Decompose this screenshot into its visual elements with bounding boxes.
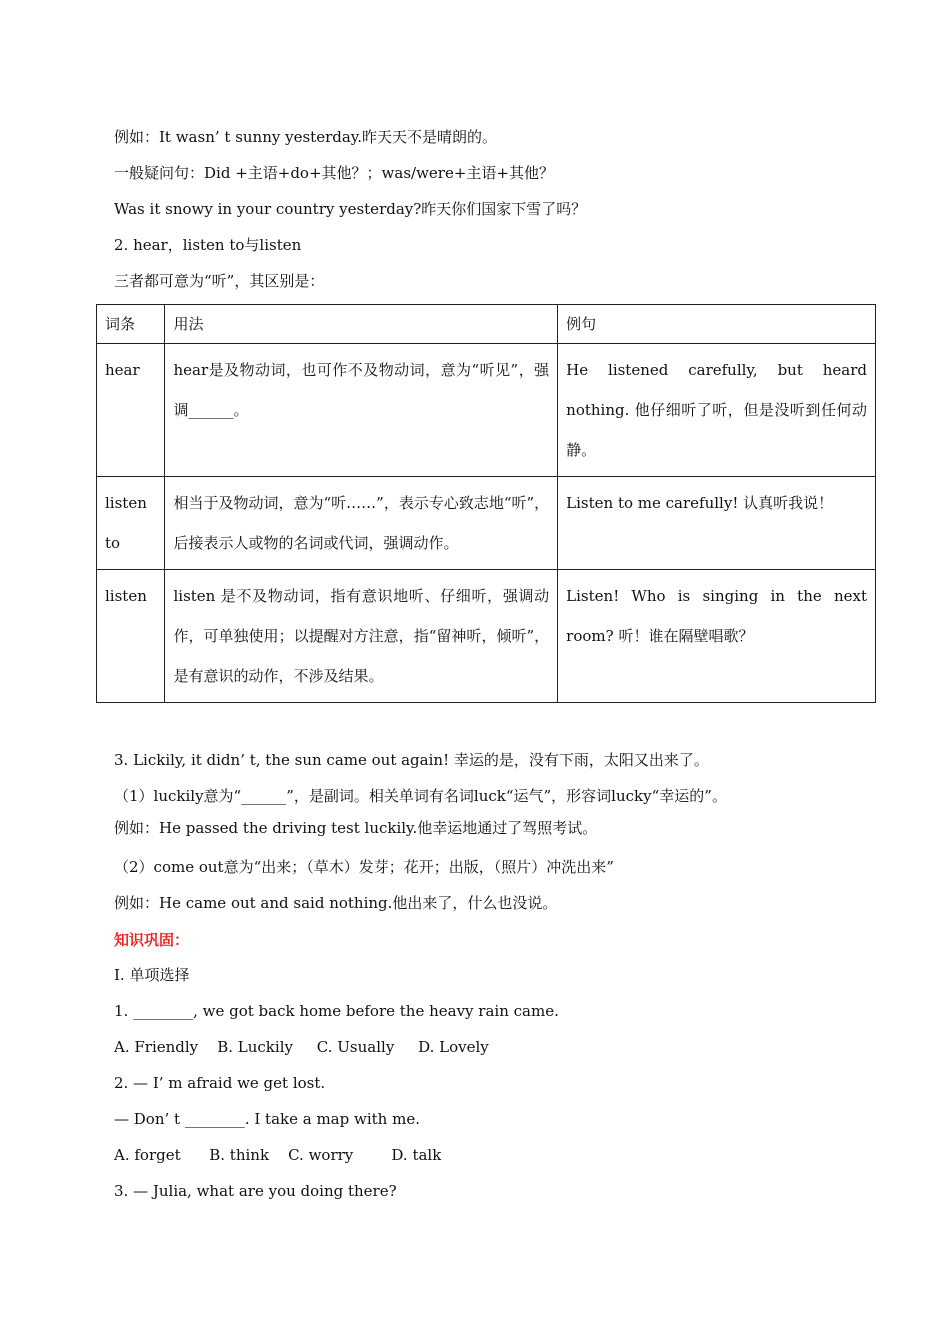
term-cell: listen to (97, 477, 165, 570)
knowledge-heading: 知识巩固： (114, 931, 190, 949)
example-cell: Listen! Who is singing in the next room? 听！谁在隔壁唱歌？ (558, 570, 876, 703)
example-line-2: Was it snowy in your country yesterday?昨天你们国家下雪了吗？ (114, 200, 587, 218)
example-cell: He listened carefully, but heard nothing. 他仔细听了听，但是没听到任何动静。 (558, 344, 876, 477)
question-2: 2. — I’ m afraid we get lost. (114, 1074, 326, 1092)
come-out-note: （2）come out意为“出来；（草木）发芽；花开；出版，（照片）冲洗出来” (114, 858, 614, 876)
header-usage: 用法 (165, 305, 558, 344)
point-3-line: 3. Lickily, it didn’ t, the sun came out again! 幸运的是，没有下雨，太阳又出来了。 (114, 751, 709, 769)
question-1-options: A. Friendly B. Luckily C. Usually D. Lovely (114, 1038, 489, 1056)
intro-line: 三者都可意为“听”，其区别是： (114, 272, 325, 290)
question-2-reply: — Don’ t ________. I take a map with me. (114, 1110, 420, 1128)
question-2-options: A. forget B. think C. worry D. talk (114, 1146, 442, 1164)
table-row (97, 570, 876, 703)
question-1: 1. ________, we got back home before the heavy rain came. (114, 1002, 559, 1020)
section-heading-hear-listen: 2. hear，listen to与listen (114, 236, 302, 254)
table-row (97, 477, 876, 570)
come-out-example: 例如：He came out and said nothing.他出来了，什么也没说。 (114, 894, 558, 912)
comparison-table (96, 304, 876, 703)
luckily-example: 例如：He passed the driving test luckily.他幸运地通过了驾照考试。 (114, 819, 598, 837)
question-form-line: 一般疑问句：Did +主语+do+其他？；was/were+主语+其他？ (114, 164, 554, 182)
term-cell: listen (97, 570, 165, 703)
luckily-note: （1）luckily意为“______”，是副词。相关单词有名词luck“运气”，形容词lucky“幸运的”。 (114, 787, 727, 805)
example-cell: Listen to me carefully! 认真听我说！ (558, 477, 876, 570)
example-line-1: 例如：It wasn’ t sunny yesterday.昨天天不是晴朗的。 (114, 128, 498, 146)
term-cell: hear (97, 344, 165, 477)
question-3: 3. — Julia, what are you doing there? (114, 1182, 397, 1200)
usage-cell: listen 是不及物动词，指有意识地听、仔细听，强调动作，可单独使用；以提醒对方注意，指“留神听，倾听”，是有意识的动作，不涉及结果。 (165, 570, 558, 703)
header-example: 例句 (558, 305, 876, 344)
header-term: 词条 (97, 305, 165, 344)
part-label: Ⅰ. 单项选择 (114, 966, 190, 984)
table-row (97, 344, 876, 477)
table-header-row (97, 305, 876, 344)
usage-cell: 相当于及物动词，意为“听……”，表示专心致志地“听”，后接表示人或物的名词或代词，强调动作。 (165, 477, 558, 570)
usage-cell: hear是及物动词，也可作不及物动词，意为“听见”，强调______。 (165, 344, 558, 477)
